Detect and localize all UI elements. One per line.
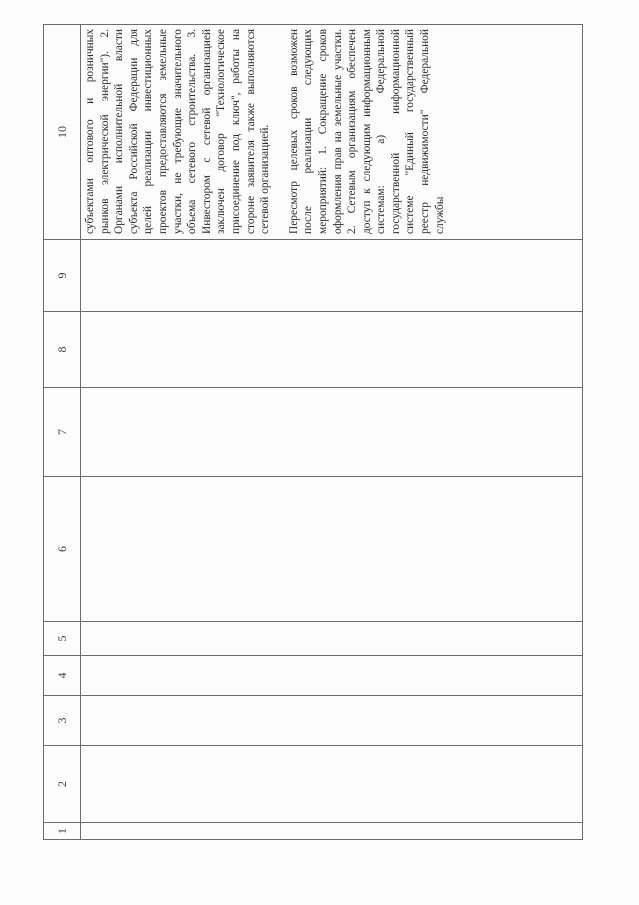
cell-col-1 xyxy=(81,823,583,840)
cell-col-6 xyxy=(81,477,583,622)
data-table xyxy=(43,24,583,840)
cell-col-5 xyxy=(81,622,583,656)
rotated-table-sheet xyxy=(43,25,583,840)
cell-col-10 xyxy=(81,25,583,240)
revision-paragraph: Пересмотр целевых сроков возможен после реализации следующих мероприятий: 1. Сокращение сроков оформления прав на земельные участки. 2. Сетевым организациям обеспечен доступ к следующим информационным системам: а) Федеральной государственной информационной системе "Единый государственный реестр недвижимости" Федеральной службы xyxy=(287,29,446,234)
cell-col-3 xyxy=(81,696,583,746)
column-header-2: 2 xyxy=(44,746,81,823)
column-header-10: 10 xyxy=(44,25,81,240)
measures-paragraph: субъектами оптового и розничных рынков электрической энергии"). 2. Органами исполнительной власти субъекта Российской Федерации для целей реализации инвестиционных проектов предоставляются земельные участки, не требующие значительного объема сетевого строительства. 3. Инвестором с сетевой организацией заключен договор "Технологическое присоединение под ключ", работы на стороне заявителя также выполняются сетевой организацией. xyxy=(84,29,272,234)
table-row xyxy=(81,25,583,840)
cell-col-7 xyxy=(81,388,583,477)
column-header-5: 5 xyxy=(44,622,81,656)
header-row xyxy=(44,25,81,840)
column-header-7: 7 xyxy=(44,388,81,477)
column-header-4: 4 xyxy=(44,656,81,696)
cell-col-8 xyxy=(81,312,583,388)
cell-col-9 xyxy=(81,240,583,312)
cell-col-2 xyxy=(81,746,583,823)
column-header-8: 8 xyxy=(44,312,81,388)
cell-col-4 xyxy=(81,656,583,696)
column-header-6: 6 xyxy=(44,477,81,622)
column-header-1: 1 xyxy=(44,823,81,840)
column-header-3: 3 xyxy=(44,696,81,746)
column-header-9: 9 xyxy=(44,240,81,312)
